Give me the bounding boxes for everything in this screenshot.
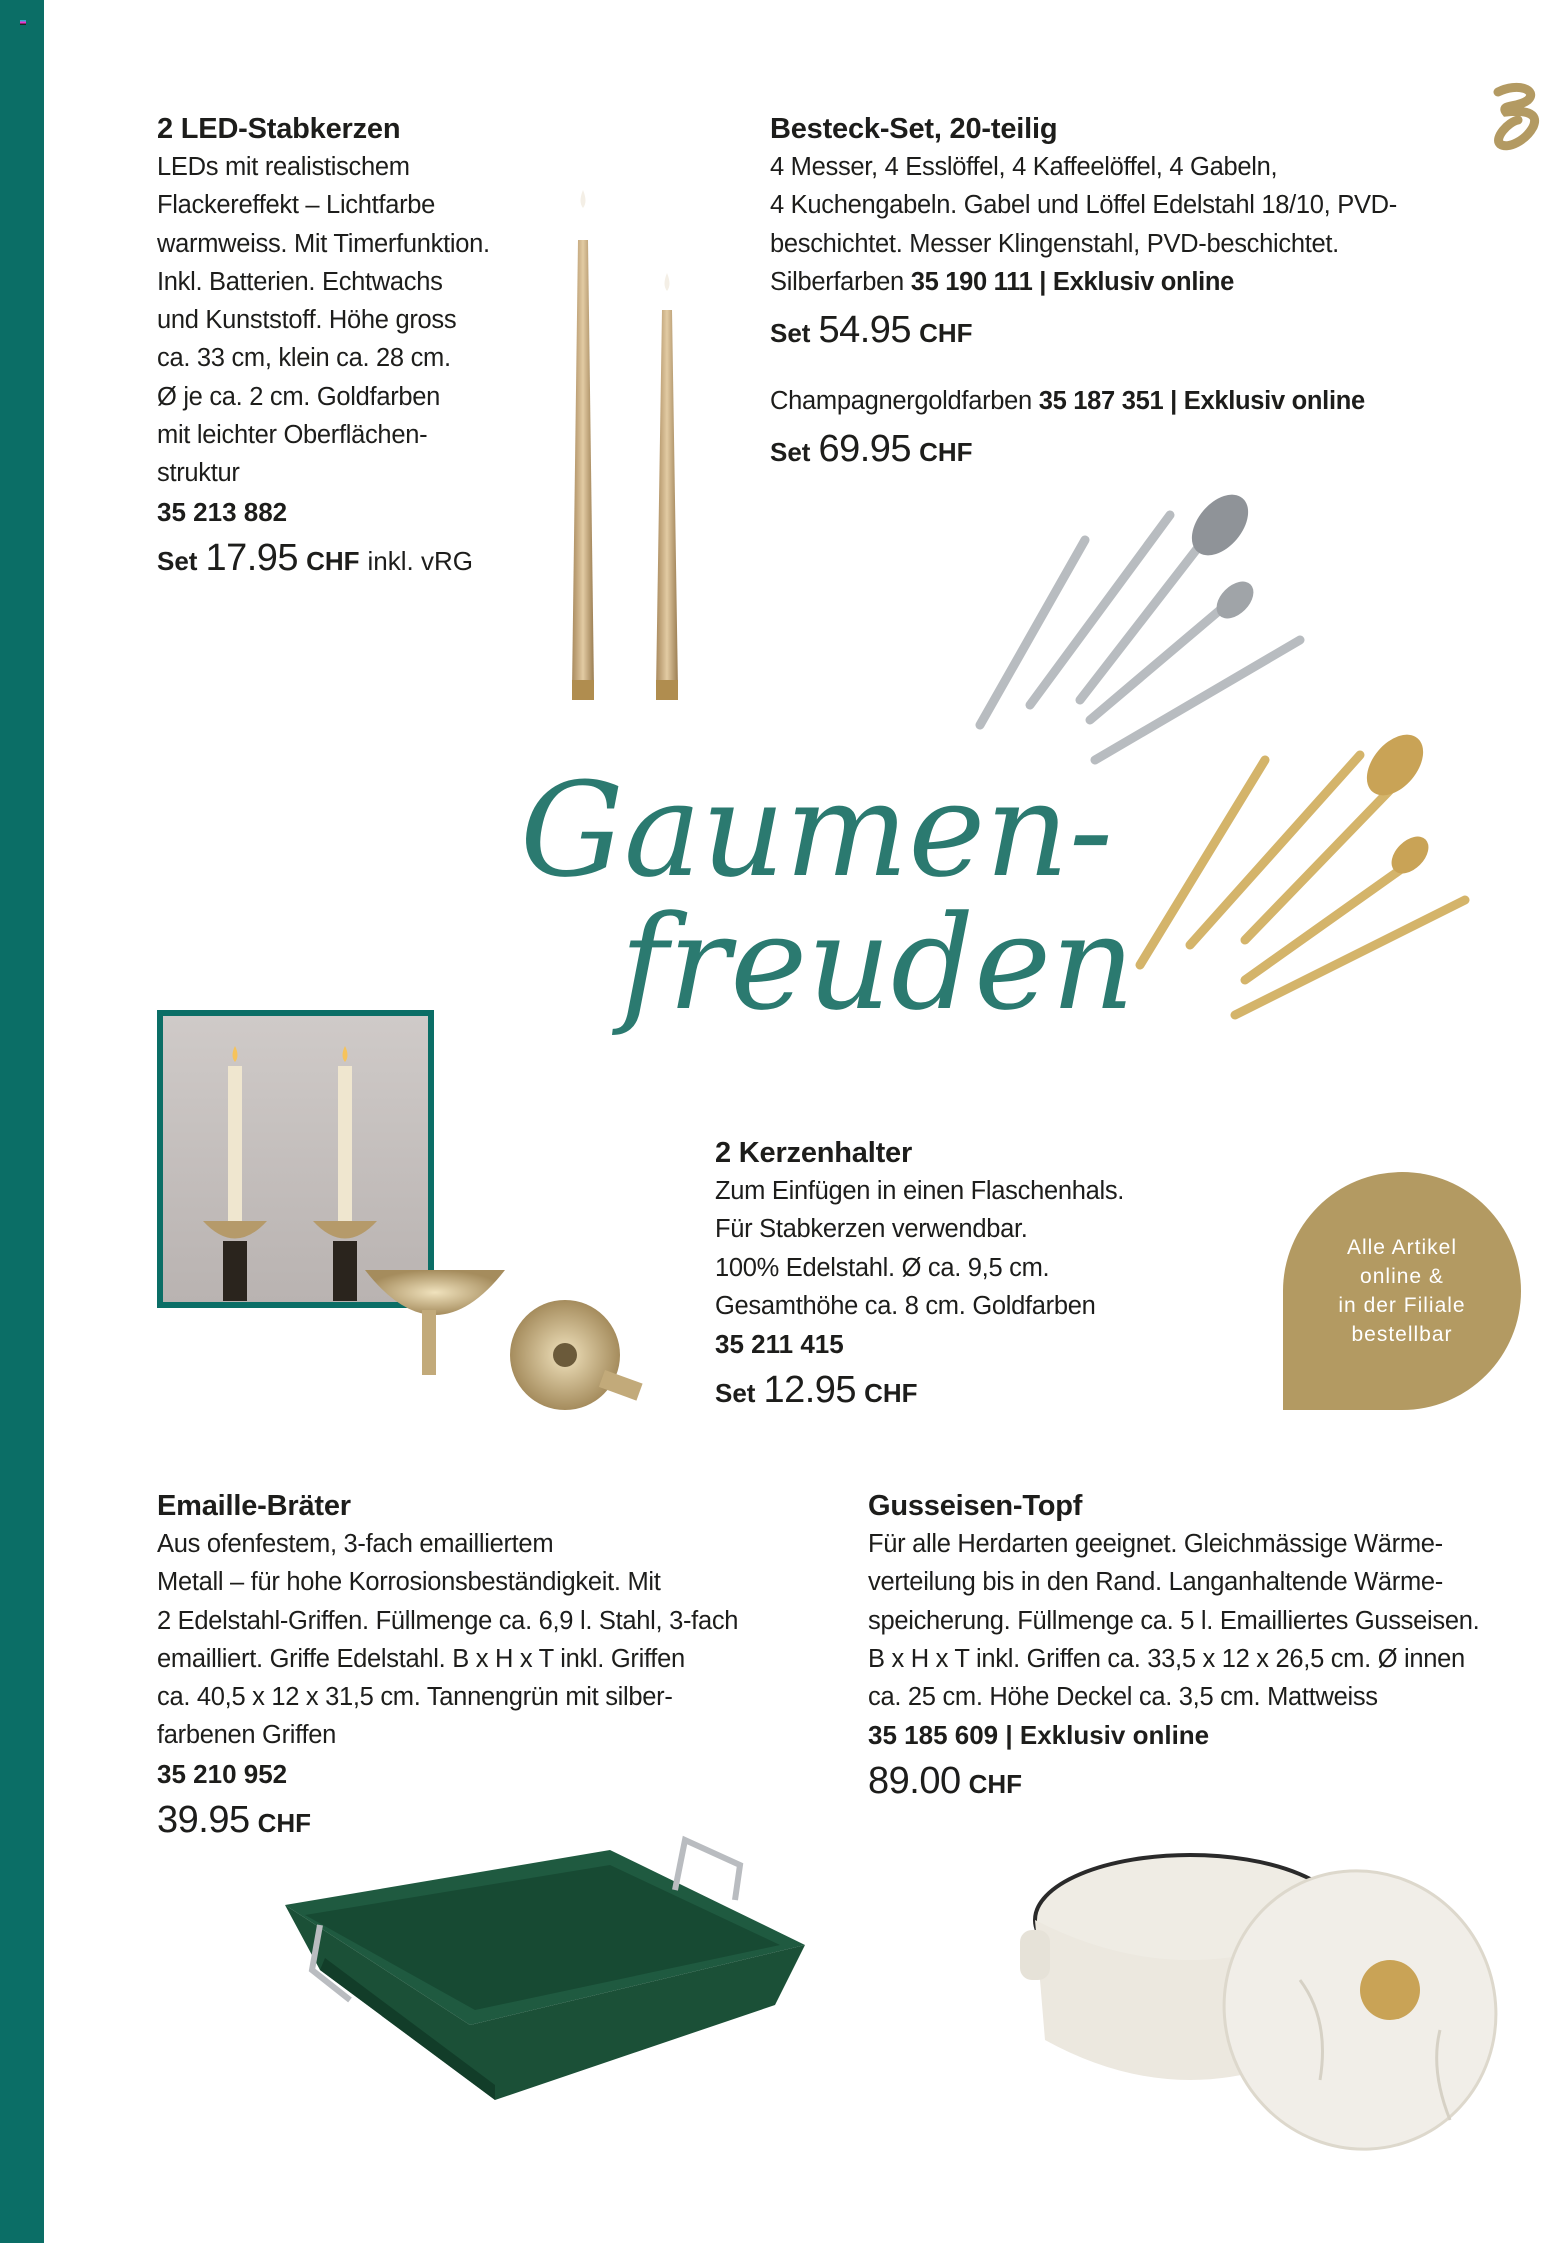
product-title: 2 LED-Stabkerzen	[157, 113, 401, 145]
desc-line: warmweiss. Mit Timerfunktion.	[157, 229, 490, 258]
price	[868, 1760, 1479, 1803]
gold-cutlery-image	[1130, 730, 1490, 1030]
product-title: Besteck-Set, 20-teilig	[770, 113, 1058, 145]
price-currency: CHF	[306, 545, 360, 576]
roaster-image	[280, 1830, 820, 2110]
desc-line: farbenen Griffen	[157, 1721, 337, 1750]
desc-line: emailliert. Griffe Edelstahl. B x H x T inkl. Griffen	[157, 1644, 685, 1673]
price	[770, 309, 1397, 352]
price-value: 89.00	[868, 1760, 961, 1803]
variant-gold	[770, 382, 1397, 420]
desc-line: ca. 33 cm, klein ca. 28 cm.	[157, 344, 451, 373]
section-heading	[510, 740, 1135, 1050]
desc-line: LEDs mit realistischem	[157, 153, 410, 181]
article-number: 35 190 111 | Exklusiv online	[910, 267, 1235, 296]
desc-line: Inkl. Batterien. Echtwachs	[157, 267, 443, 296]
badge-line: Alle Artikel	[1346, 1236, 1458, 1259]
price-currency: CHF	[968, 1769, 1023, 1800]
article-number: 35 210 952	[157, 1758, 288, 1789]
product-led-candles	[157, 110, 490, 580]
desc-line: struktur	[157, 459, 240, 488]
product-title: Gusseisen-Topf	[868, 1490, 1083, 1522]
price-value: 54.95	[818, 309, 912, 352]
desc-line: und Kunststoff. Höhe gross	[157, 306, 457, 335]
desc-line: Aus ofenfestem, 3-fach emailliertem	[157, 1530, 554, 1558]
candle-holders-image	[360, 1240, 660, 1460]
price-value: 39.95	[157, 1798, 250, 1841]
article-number: 35 185 609 | Exklusiv online	[868, 1720, 1210, 1751]
tchibo-logo-icon	[1478, 82, 1548, 152]
desc-line: Für Stabkerzen verwendbar.	[715, 1215, 1028, 1244]
heading-line-1: Gaumen-	[520, 754, 1113, 906]
desc-line: Gesamthöhe ca. 8 cm. Goldfarben	[715, 1291, 1096, 1320]
price-prefix: Set	[770, 437, 811, 468]
price	[770, 428, 1397, 471]
product-title: Emaille-Bräter	[157, 1490, 351, 1522]
price-currency: CHF	[257, 1807, 312, 1838]
pot-image	[1020, 1830, 1520, 2150]
desc-line: Metall – für hohe Korrosionsbeständigkeit. Mit	[157, 1568, 661, 1597]
availability-badge	[1283, 1172, 1521, 1410]
desc-line: beschichtet. Messer Klingenstahl, PVD-beschichtet.	[770, 229, 1339, 258]
desc-line: 4 Kuchengabeln. Gabel und Löffel Edelstahl 18/10, PVD-	[770, 191, 1397, 220]
variant-silver	[770, 263, 1397, 301]
desc-line: B x H x T inkl. Griffen ca. 33,5 x 12 x 26,5 cm. Ø innen	[868, 1644, 1465, 1673]
price	[157, 537, 490, 580]
badge-line: in der Filiale	[1338, 1294, 1466, 1317]
price-prefix: Set	[715, 1378, 756, 1409]
desc-line: 4 Messer, 4 Esslöffel, 4 Kaffeelöffel, 4 Gabeln,	[770, 153, 1278, 181]
desc-line: Zum Einfügen in einen Flaschenhals.	[715, 1177, 1125, 1205]
price-currency: CHF	[864, 1378, 918, 1409]
product-enamel-roaster	[157, 1487, 738, 1842]
desc-line: ca. 25 cm. Höhe Deckel ca. 3,5 cm. Mattweiss	[868, 1683, 1378, 1712]
desc-line: ca. 40,5 x 12 x 31,5 cm. Tannengrün mit silber-	[157, 1683, 673, 1712]
product-title: 2 Kerzenhalter	[715, 1137, 913, 1169]
desc-line: Flackereffekt – Lichtfarbe	[157, 191, 436, 220]
price-value: 69.95	[818, 428, 912, 471]
silver-cutlery-image	[970, 490, 1330, 770]
article-number: 35 211 415	[715, 1329, 844, 1360]
desc-line: mit leichter Oberflächen-	[157, 421, 428, 450]
article-number: 35 213 882	[157, 496, 288, 527]
desc-line: speicherung. Füllmenge ca. 5 l. Emailliertes Gusseisen.	[868, 1606, 1480, 1635]
sidebar-band	[0, 0, 44, 2243]
desc-line: 100% Edelstahl. Ø ca. 9,5 cm.	[715, 1253, 1050, 1282]
desc-line: Für alle Herdarten geeignet. Gleichmässige Wärme-	[868, 1530, 1443, 1558]
product-cast-iron-pot	[868, 1487, 1479, 1803]
price-prefix: Set	[157, 545, 198, 576]
price-suffix: inkl. vRG	[367, 545, 473, 576]
desc-line: verteilung bis in den Rand. Langanhaltende Wärme-	[868, 1568, 1444, 1597]
price-value: 12.95	[763, 1369, 857, 1412]
heading-line-2: freuden	[620, 887, 1135, 1039]
desc-line: 2 Edelstahl-Griffen. Füllmenge ca. 6,9 l. Stahl, 3-fach	[157, 1606, 739, 1635]
led-candles-image	[560, 185, 700, 720]
price	[715, 1369, 1124, 1412]
product-candle-holders	[715, 1134, 1124, 1412]
product-cutlery-set	[770, 110, 1397, 471]
price-currency: CHF	[919, 318, 973, 349]
badge-line: online &	[1360, 1265, 1444, 1288]
badge-line: bestellbar	[1351, 1323, 1453, 1346]
variant-color: Silberfarben	[770, 267, 904, 296]
price-currency: CHF	[919, 437, 973, 468]
price-value: 17.95	[205, 536, 299, 579]
print-mark	[20, 20, 26, 25]
article-number: 35 187 351 | Exklusiv online	[1038, 387, 1365, 416]
variant-color: Champagnergoldfarben	[770, 387, 1032, 416]
desc-line: Ø je ca. 2 cm. Goldfarben	[157, 382, 441, 411]
price-prefix: Set	[770, 318, 811, 349]
